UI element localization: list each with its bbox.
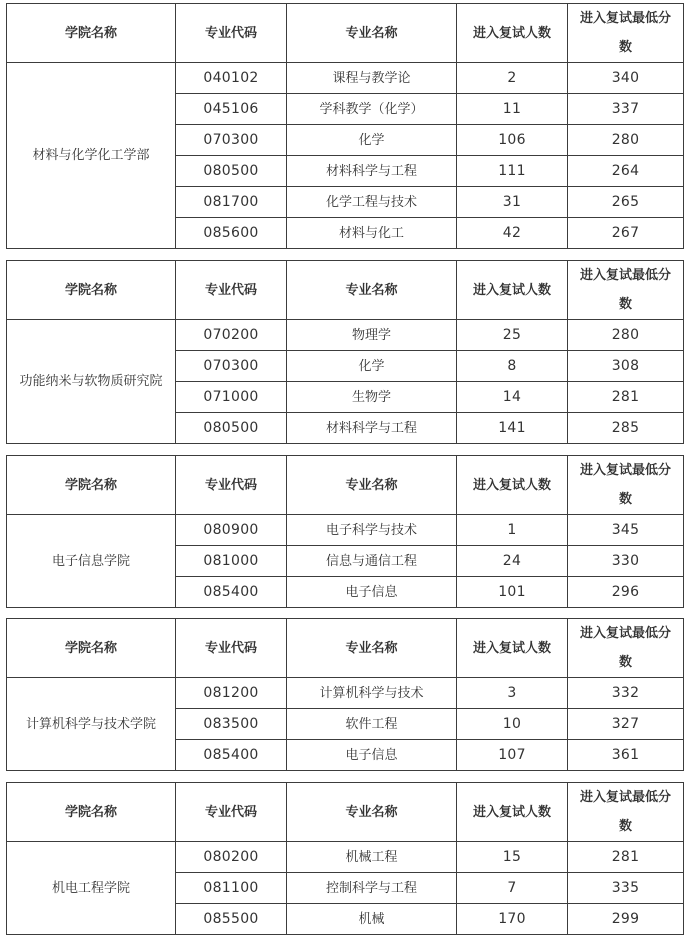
header-min-score [568, 619, 684, 678]
header-row [7, 456, 684, 515]
major-name: 材料科学与工程 [287, 413, 457, 444]
min-score: 332 [568, 678, 684, 709]
min-score: 308 [568, 351, 684, 382]
major-code: 080900 [176, 515, 287, 546]
header-row [7, 783, 684, 842]
major-name: 计算机科学与技术 [287, 678, 457, 709]
major-name: 化学 [287, 351, 457, 382]
header-row [7, 261, 684, 320]
header-min-score-line2: 数 [618, 297, 632, 312]
major-code: 080500 [176, 156, 287, 187]
major-code: 080500 [176, 413, 287, 444]
min-score: 265 [568, 187, 684, 218]
retest-count: 106 [457, 125, 568, 156]
table-row [7, 320, 684, 351]
header-row [7, 619, 684, 678]
header-min-score-line2: 数 [618, 819, 632, 834]
retest-count: 2 [457, 63, 568, 94]
header-major: 专业名称 [287, 783, 457, 842]
major-name: 电子信息 [287, 740, 457, 771]
header-count: 进入复试人数 [457, 783, 568, 842]
table-row [7, 678, 684, 709]
major-code: 081700 [176, 187, 287, 218]
major-name: 化学 [287, 125, 457, 156]
major-code: 070300 [176, 351, 287, 382]
header-college: 学院名称 [7, 619, 176, 678]
major-name: 材料科学与工程 [287, 156, 457, 187]
header-count: 进入复试人数 [457, 619, 568, 678]
header-min-score-line1: 进入复试最低分 [579, 790, 671, 805]
min-score: 280 [568, 125, 684, 156]
table-row [7, 63, 684, 94]
header-min-score-line1: 进入复试最低分 [579, 463, 671, 478]
header-major: 专业名称 [287, 261, 457, 320]
min-score: 361 [568, 740, 684, 771]
retest-count: 7 [457, 873, 568, 904]
min-score: 296 [568, 577, 684, 608]
retest-count: 10 [457, 709, 568, 740]
header-count: 进入复试人数 [457, 4, 568, 63]
retest-count: 111 [457, 156, 568, 187]
major-code: 081200 [176, 678, 287, 709]
header-college: 学院名称 [7, 261, 176, 320]
min-score: 345 [568, 515, 684, 546]
major-code: 070300 [176, 125, 287, 156]
min-score: 280 [568, 320, 684, 351]
admission-table-block-2 [6, 260, 684, 444]
major-name: 软件工程 [287, 709, 457, 740]
header-code: 专业代码 [176, 783, 287, 842]
admission-table-block-5 [6, 782, 684, 935]
header-college: 学院名称 [7, 456, 176, 515]
table-row [7, 842, 684, 873]
min-score: 299 [568, 904, 684, 935]
college-name: 材料与化学化工学部 [7, 63, 176, 249]
header-min-score-line2: 数 [618, 492, 632, 507]
retest-count: 141 [457, 413, 568, 444]
major-code: 040102 [176, 63, 287, 94]
college-name: 机电工程学院 [7, 842, 176, 935]
retest-count: 170 [457, 904, 568, 935]
header-count: 进入复试人数 [457, 261, 568, 320]
header-min-score-line2: 数 [618, 40, 632, 55]
header-min-score [568, 261, 684, 320]
major-name: 化学工程与技术 [287, 187, 457, 218]
major-code: 081000 [176, 546, 287, 577]
major-name: 课程与教学论 [287, 63, 457, 94]
header-count: 进入复试人数 [457, 456, 568, 515]
retest-count: 31 [457, 187, 568, 218]
major-code: 081100 [176, 873, 287, 904]
table-row [7, 515, 684, 546]
major-name: 电子信息 [287, 577, 457, 608]
min-score: 340 [568, 63, 684, 94]
header-college: 学院名称 [7, 4, 176, 63]
admission-table-block-4 [6, 618, 684, 771]
min-score: 281 [568, 382, 684, 413]
header-min-score-line1: 进入复试最低分 [579, 11, 671, 26]
major-code: 070200 [176, 320, 287, 351]
major-code: 071000 [176, 382, 287, 413]
major-code: 085400 [176, 740, 287, 771]
header-min-score [568, 783, 684, 842]
header-code: 专业代码 [176, 4, 287, 63]
retest-count: 15 [457, 842, 568, 873]
admission-table-block-3 [6, 455, 684, 608]
retest-count: 101 [457, 577, 568, 608]
major-code: 083500 [176, 709, 287, 740]
min-score: 264 [568, 156, 684, 187]
retest-count: 107 [457, 740, 568, 771]
college-name: 电子信息学院 [7, 515, 176, 608]
retest-count: 11 [457, 94, 568, 125]
major-name: 机械工程 [287, 842, 457, 873]
college-name: 计算机科学与技术学院 [7, 678, 176, 771]
header-min-score-line1: 进入复试最低分 [579, 268, 671, 283]
retest-count: 42 [457, 218, 568, 249]
header-min-score [568, 4, 684, 63]
header-code: 专业代码 [176, 619, 287, 678]
min-score: 330 [568, 546, 684, 577]
retest-count: 24 [457, 546, 568, 577]
major-name: 电子科学与技术 [287, 515, 457, 546]
major-name: 材料与化工 [287, 218, 457, 249]
min-score: 337 [568, 94, 684, 125]
header-college: 学院名称 [7, 783, 176, 842]
college-name: 功能纳米与软物质研究院 [7, 320, 176, 444]
retest-count: 14 [457, 382, 568, 413]
header-major: 专业名称 [287, 456, 457, 515]
major-code: 085500 [176, 904, 287, 935]
header-min-score [568, 456, 684, 515]
header-major: 专业名称 [287, 619, 457, 678]
header-code: 专业代码 [176, 261, 287, 320]
min-score: 327 [568, 709, 684, 740]
min-score: 281 [568, 842, 684, 873]
major-code: 080200 [176, 842, 287, 873]
header-code: 专业代码 [176, 456, 287, 515]
min-score: 267 [568, 218, 684, 249]
major-name: 物理学 [287, 320, 457, 351]
header-min-score-line2: 数 [618, 655, 632, 670]
major-name: 机械 [287, 904, 457, 935]
admission-table-block-1 [6, 3, 684, 249]
major-name: 控制科学与工程 [287, 873, 457, 904]
header-row [7, 4, 684, 63]
retest-count: 1 [457, 515, 568, 546]
retest-count: 3 [457, 678, 568, 709]
header-major: 专业名称 [287, 4, 457, 63]
retest-count: 25 [457, 320, 568, 351]
major-name: 学科教学（化学） [287, 94, 457, 125]
major-name: 信息与通信工程 [287, 546, 457, 577]
major-code: 045106 [176, 94, 287, 125]
min-score: 285 [568, 413, 684, 444]
major-name: 生物学 [287, 382, 457, 413]
major-code: 085400 [176, 577, 287, 608]
retest-count: 8 [457, 351, 568, 382]
min-score: 335 [568, 873, 684, 904]
header-min-score-line1: 进入复试最低分 [579, 626, 671, 641]
major-code: 085600 [176, 218, 287, 249]
